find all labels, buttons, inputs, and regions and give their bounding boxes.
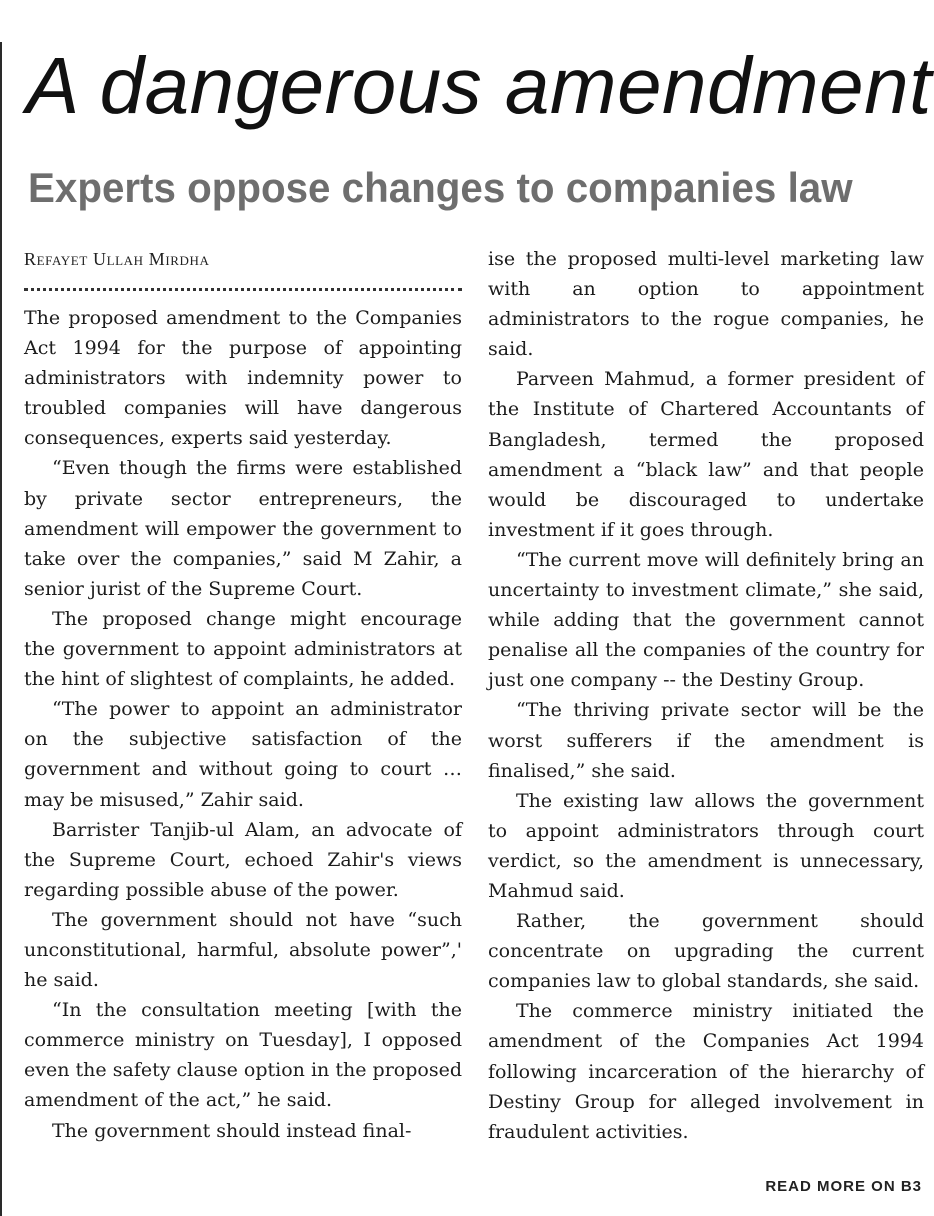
paragraph: Parveen Mahmud, a former president of the Institute of Chartered Accountants of Bangladesh, termed the proposed amendment a “black law” and that people would be discouraged to undertake investment if it goes through.: [488, 368, 924, 541]
byline: Refayet Ullah Mirdha: [24, 249, 210, 269]
paragraph: ise the proposed multi-level marketing law with an option to appointment administrators to the rogue companies, he said.: [488, 248, 924, 361]
paragraph: Rather, the government should concentrate on upgrading the current companies law to global standards, she said.: [488, 910, 924, 993]
paragraph: “The power to appoint an administrator on the subjective satisfaction of the government and without going to court … may be misused,” Zahir said.: [24, 698, 462, 811]
paragraph: “The thriving private sector will be the worst sufferers if the amendment is finalised,” she said.: [488, 699, 924, 782]
paragraph: The government should not have “such unconstitutional, harmful, absolute power”,' he said.: [24, 908, 462, 992]
paragraph: “The current move will definitely bring an uncertainty to investment climate,” she said, while adding that the government cannot penalise all the companies of the country for just one company -- the Destiny Group.: [488, 548, 924, 692]
paragraph: The existing law allows the government to appoint administrators through court verdict, so the amendment is unnecessary, Mahmud said.: [488, 789, 924, 902]
paragraph: Barrister Tanjib-ul Alam, an advocate of the Supreme Court, echoed Zahir's views regarding possible abuse of the power.: [24, 818, 462, 901]
paragraph: The proposed change might encourage the government to appoint administrators at the hint of slightest of complaints, he added.: [24, 607, 462, 691]
paragraph: The commerce ministry initiated the amendment of the Companies Act 1994 following incarceration of the hierarchy of Destiny Group for alleged involvement in fraudulent activities.: [488, 1000, 924, 1143]
paragraph: The government should instead final-: [52, 1119, 412, 1142]
left-column-rule: [0, 42, 2, 1216]
article-column-right: [488, 244, 924, 1147]
paragraph: The proposed amendment to the Companies Act 1994 for the purpose of appointing administrators with indemnity power to troubled companies will have dangerous consequences, experts said yesterday.: [24, 307, 462, 450]
byline-divider: [24, 286, 462, 291]
paragraph: “In the consultation meeting [with the commerce ministry on Tuesday], I opposed even the safety clause option in the proposed amendment of the act,” he said.: [24, 999, 462, 1112]
article-column-left: [24, 244, 462, 1146]
paragraph: “Even though the firms were established by private sector entrepreneurs, the amendment will empower the government to take over the companies,” said M Zahir, a senior jurist of the Supreme Court.: [24, 457, 462, 600]
headline: A dangerous amendment: [26, 41, 932, 130]
subheadline: Experts oppose changes to companies law: [28, 164, 853, 211]
read-more-link[interactable]: READ MORE ON B3: [765, 1178, 922, 1195]
